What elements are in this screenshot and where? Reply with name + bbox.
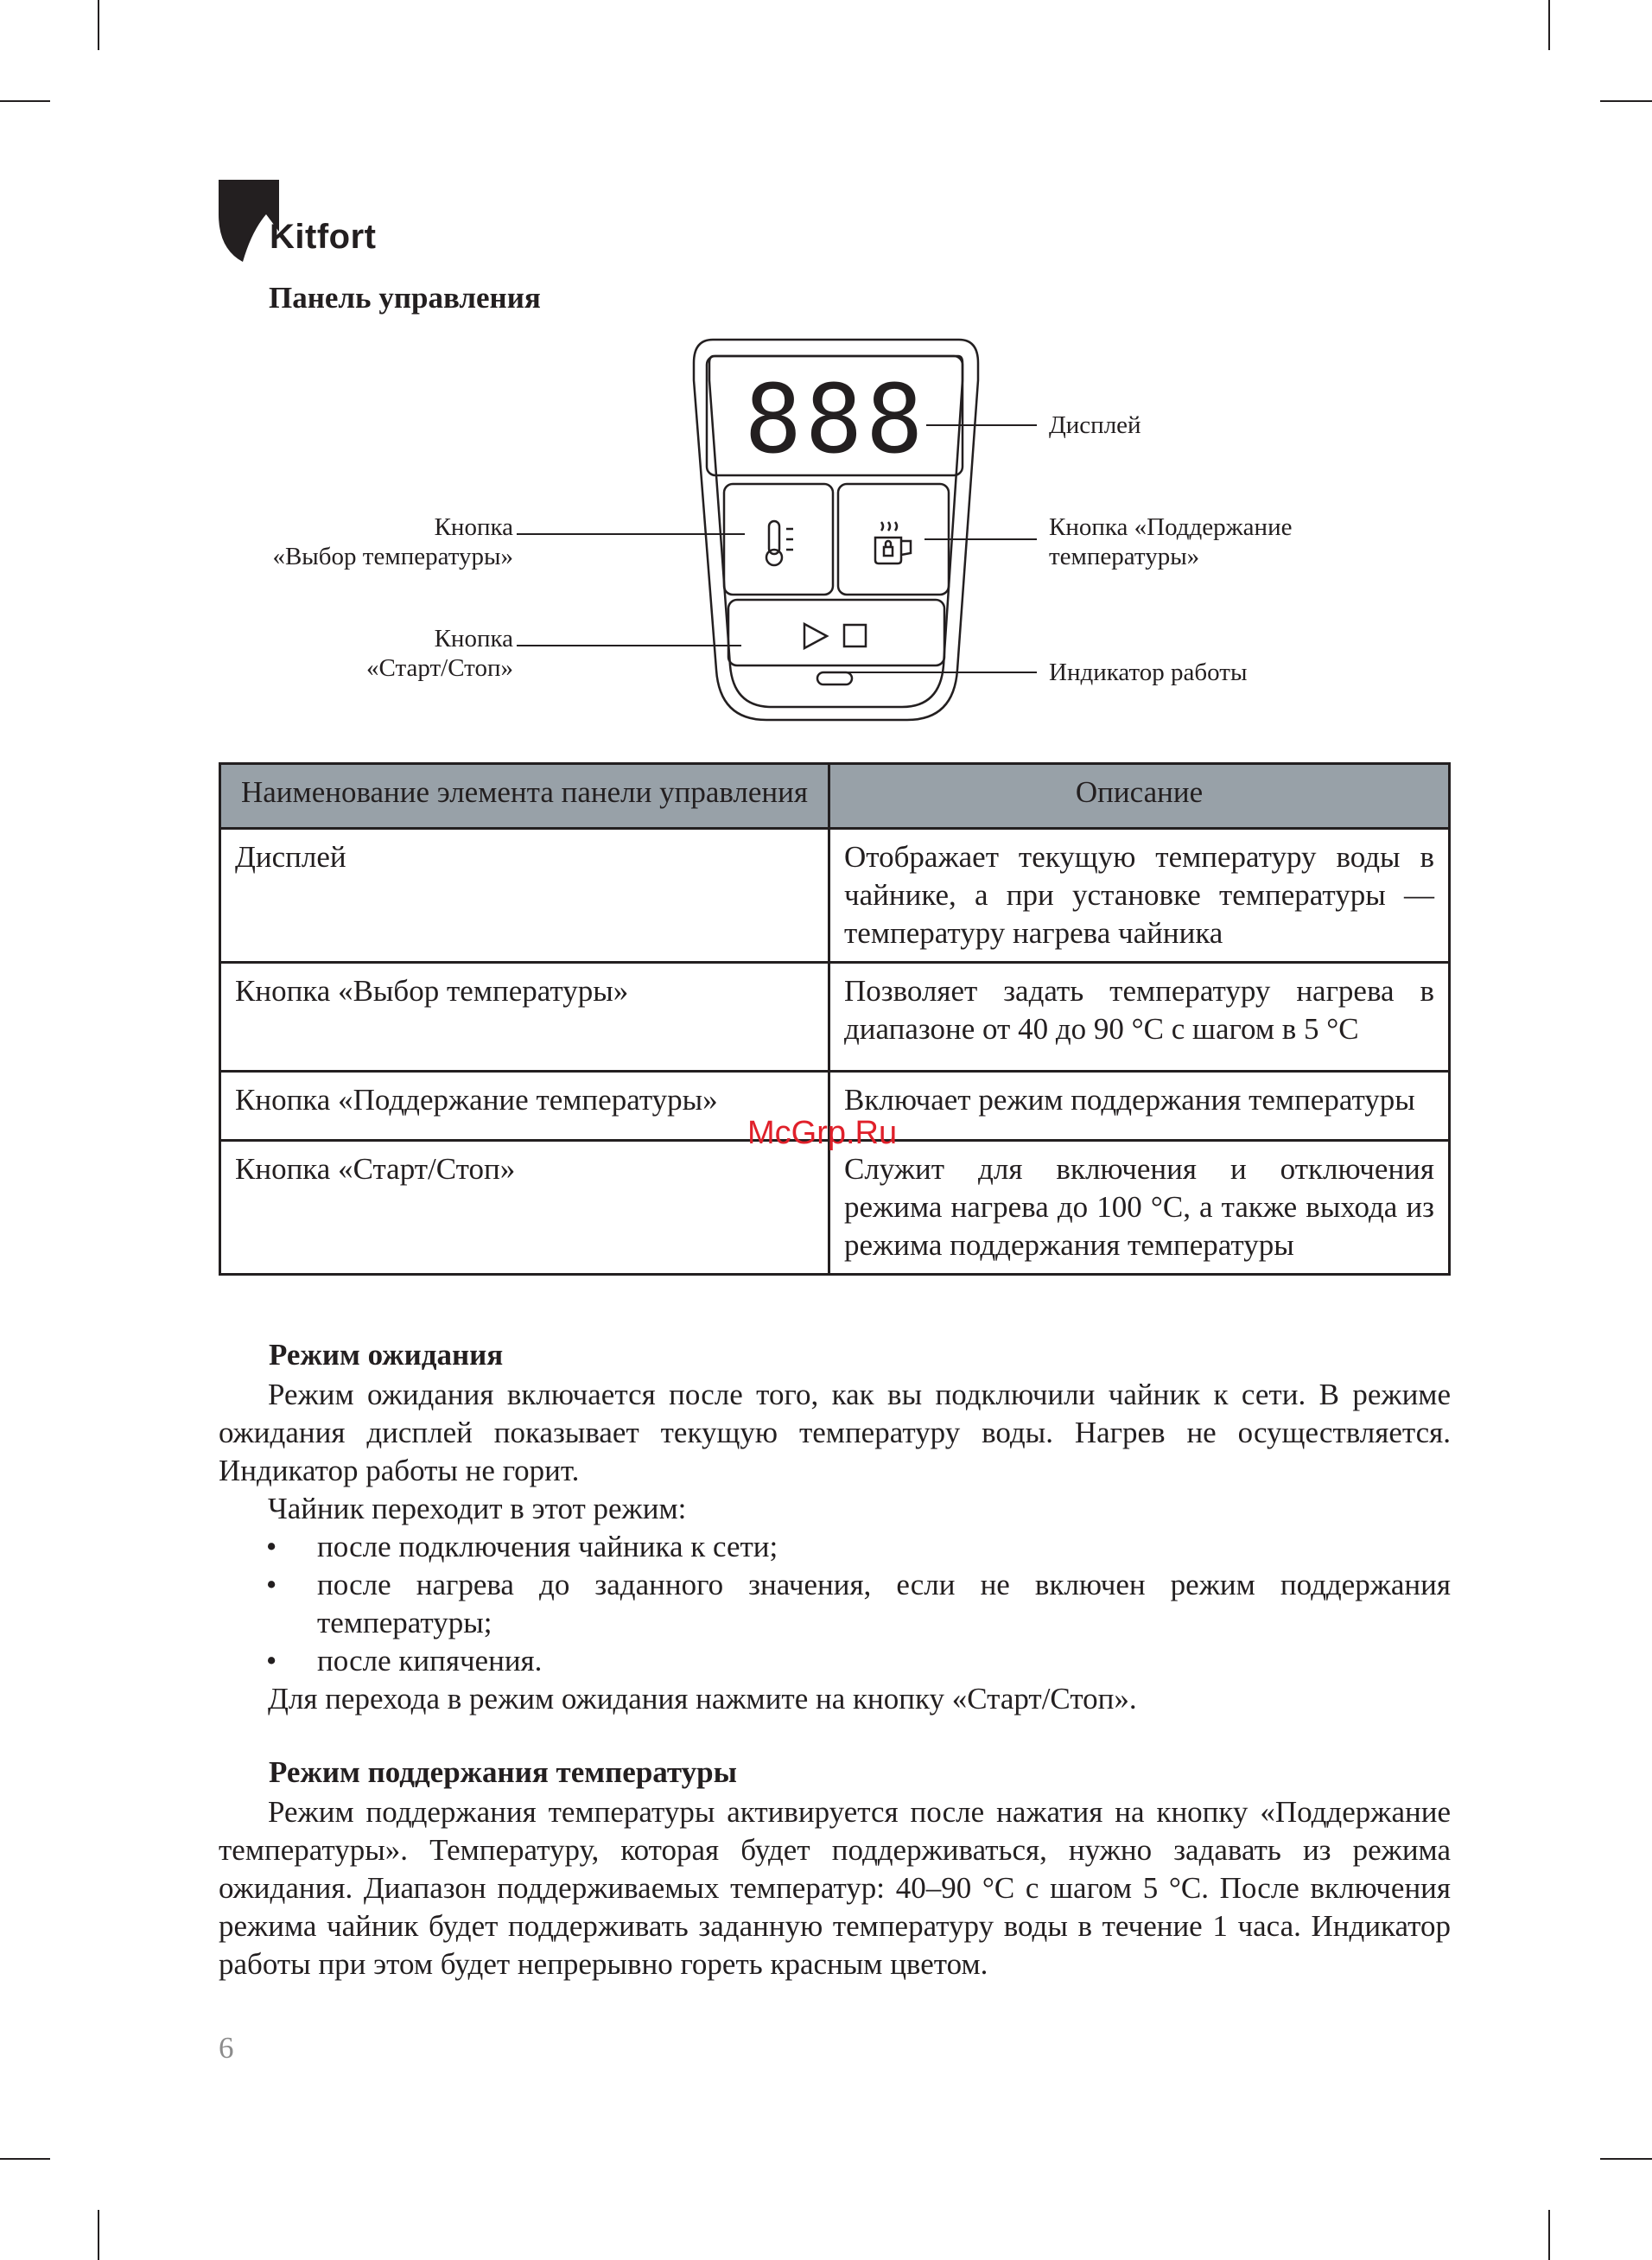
- row-description: Включает режим поддержания температуры: [829, 1072, 1450, 1141]
- callout-indicator: Индикатор работы: [1049, 659, 1248, 686]
- keep-warm-title: Режим поддержания температуры: [269, 1755, 737, 1789]
- callout-temp-select: Кнопка «Выбор температуры»: [272, 513, 513, 570]
- crop-mark: [0, 2158, 50, 2160]
- list-item: • после подключения чайника к сети;: [266, 1530, 778, 1563]
- crop-mark: [1600, 2158, 1652, 2160]
- callout-start-stop: Кнопка «Старт/Стоп»: [366, 625, 513, 682]
- table-header-row: [220, 764, 1450, 829]
- panel-title: Панель управления: [269, 281, 541, 315]
- standby-list-intro: Чайник переходит в этот режим:: [268, 1492, 687, 1525]
- row-name: Кнопка «Выбор температуры»: [220, 963, 829, 1072]
- standby-list: [219, 1528, 1451, 1680]
- table-row: [220, 963, 1450, 1072]
- row-description: Позволяет задать температуру нагрева в диапазоне от 40 до 90 °C с шагом в 5 °C: [829, 963, 1450, 1072]
- standby-intro: Режим ожидания включается после того, как вы подключили чайник к сети. В режиме ожидания дисплей показывает текущую температуру воды. Нагрев не осуществляется. Индикатор работы не горит.: [219, 1378, 1451, 1487]
- header-description: Описание: [829, 764, 1450, 829]
- callout-keep-warm: Кнопка «Поддержание температуры»: [1049, 513, 1293, 570]
- row-description: Отображает текущую температуру воды в чайнике, а при установке температуры — температуру нагрева чайника: [829, 829, 1450, 963]
- row-name: Кнопка «Старт/Стоп»: [220, 1141, 829, 1275]
- row-name: Кнопка «Поддержание температуры»: [220, 1072, 829, 1141]
- work-indicator-led: [817, 672, 852, 684]
- list-item: • после кипячения.: [266, 1644, 543, 1677]
- standby-outro: Для перехода в режим ожидания нажмите на кнопку «Старт/Стоп».: [268, 1682, 1137, 1716]
- start-stop-button-outline: [728, 600, 944, 665]
- table-row: [220, 829, 1450, 963]
- control-elements-table: [219, 762, 1451, 1276]
- page-number: 6: [219, 2031, 234, 2065]
- list-item: • после нагрева до заданного значения, если не включен режим поддержания температуры;: [266, 1568, 1451, 1639]
- callout-display: Дисплей: [1049, 411, 1141, 439]
- table-row: [220, 1141, 1450, 1275]
- row-description: Служит для включения и отключения режима нагрева до 100 °C, а также выхода из режима поддержания температуры: [829, 1141, 1450, 1275]
- standby-title: Режим ожидания: [269, 1338, 504, 1372]
- thermometer-icon: [766, 521, 793, 565]
- crop-mark: [98, 2210, 99, 2260]
- brand-name: Kitfort: [270, 218, 377, 256]
- watermark: McGrp.Ru: [747, 1115, 898, 1151]
- crop-mark: [1548, 2210, 1550, 2260]
- play-stop-icon: [804, 624, 866, 648]
- keep-warm-text: Режим поддержания температуры активируется после нажатия на кнопку «Поддержание температуры». Температуру, которая будет поддерживаться, нужно задавать из режима ожидания. Диапазон поддерживаемых температур: 40–90 °C с шагом 5 °C. После включения режима чайник будет поддерживать заданную температуру воды в течение 1 часа. Индикатор работы при этом будет непрерывно гореть красным цветом.: [219, 1795, 1451, 1981]
- header-element-name: Наименование элемента панели управления: [220, 764, 829, 829]
- display-digits: 888: [744, 364, 927, 474]
- row-name: Дисплей: [220, 829, 829, 963]
- kettle-lock-icon: [875, 522, 911, 563]
